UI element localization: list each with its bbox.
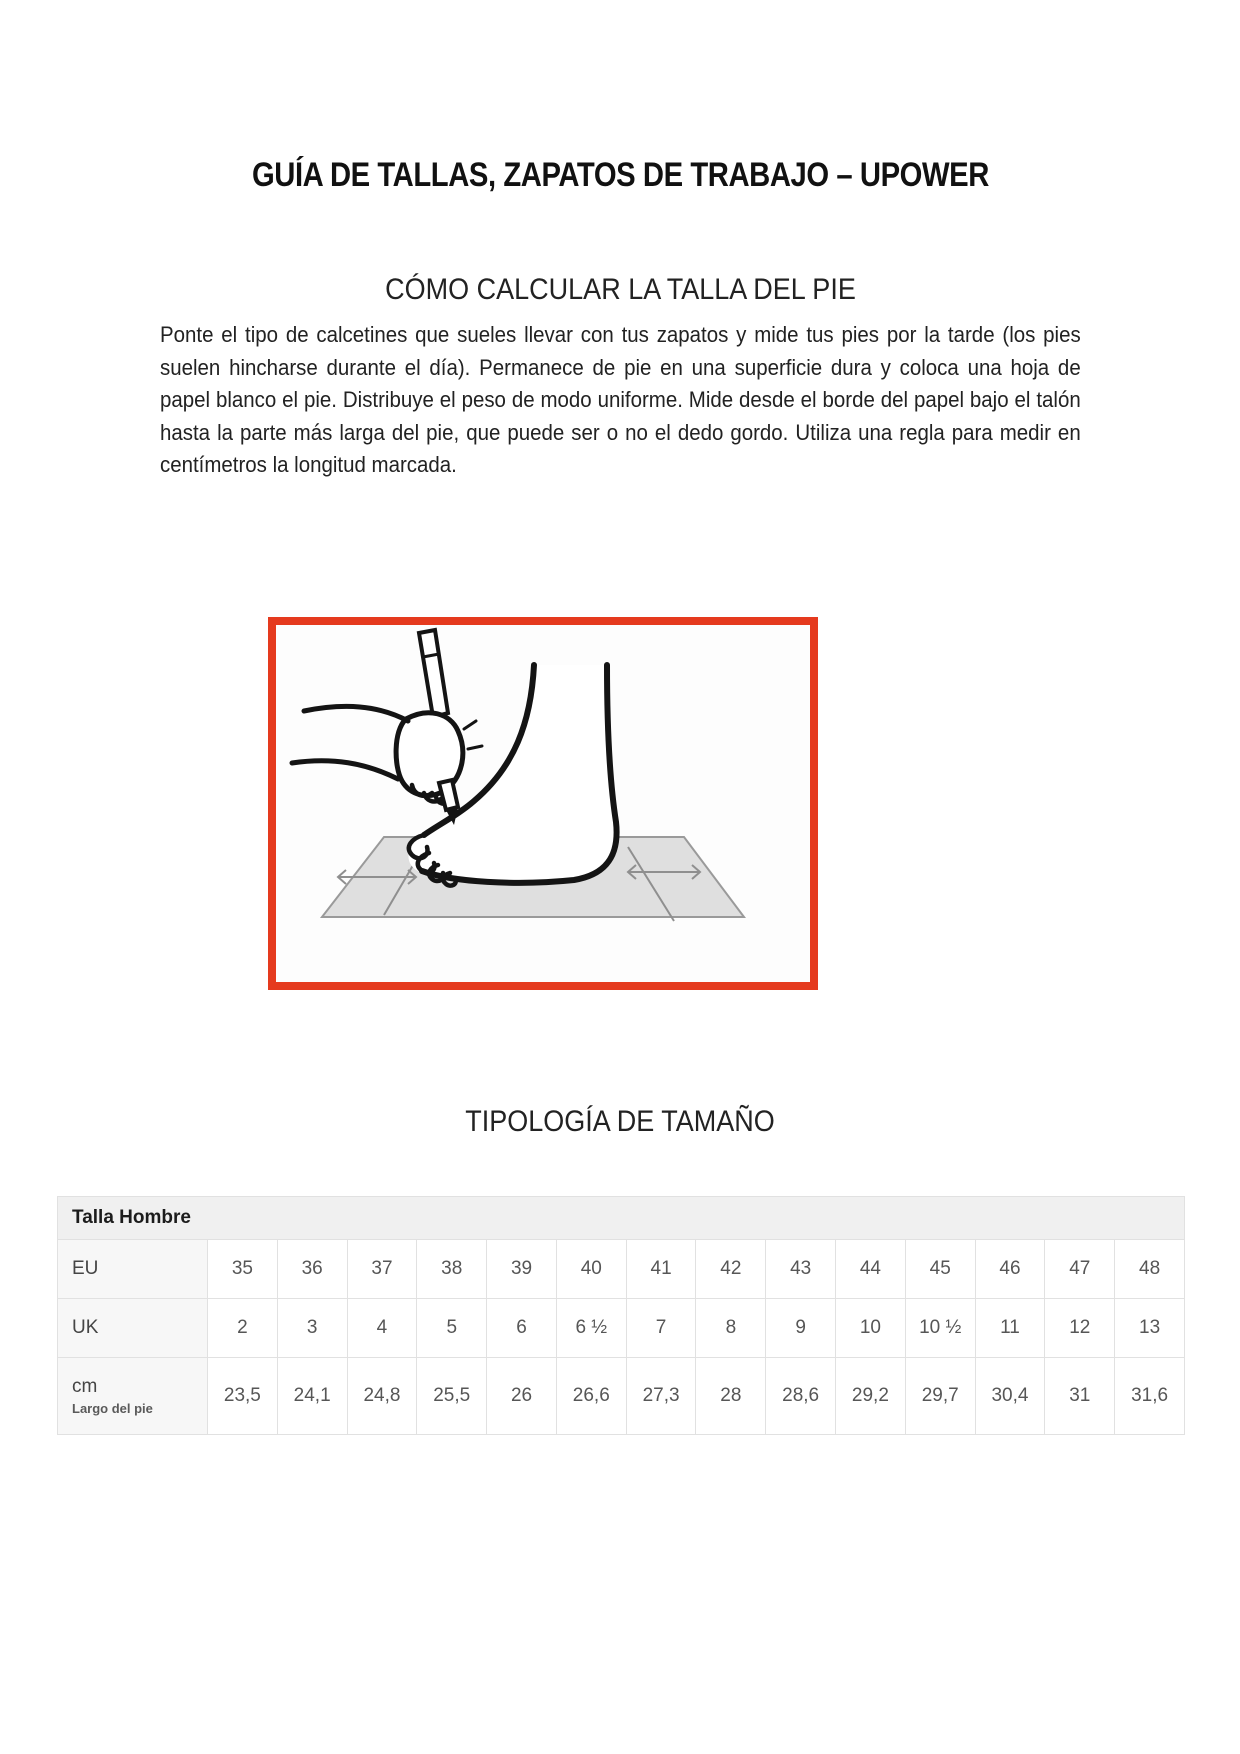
size-value-cell: 38 (417, 1240, 487, 1299)
size-value-cell: 6 (487, 1299, 557, 1358)
size-value-cell: 29,7 (905, 1358, 975, 1435)
size-value-cell: 23,5 (208, 1358, 278, 1435)
size-value-cell: 5 (417, 1299, 487, 1358)
size-value-cell: 6 ½ (556, 1299, 626, 1358)
size-value-cell: 43 (766, 1240, 836, 1299)
size-value-cell: 25,5 (417, 1358, 487, 1435)
size-value-cell: 26 (487, 1358, 557, 1435)
size-value-cell: 44 (836, 1240, 906, 1299)
size-value-cell: 24,1 (277, 1358, 347, 1435)
size-value-cell: 46 (975, 1240, 1045, 1299)
size-value-cell: 24,8 (347, 1358, 417, 1435)
size-value-cell: 10 (836, 1299, 906, 1358)
size-value-cell: 8 (696, 1299, 766, 1358)
size-value-cell: 29,2 (836, 1358, 906, 1435)
size-value-cell: 41 (626, 1240, 696, 1299)
size-table (57, 1196, 1185, 1435)
foot-measurement-figure (268, 617, 818, 990)
size-value-cell: 10 ½ (905, 1299, 975, 1358)
row-label-text: UK (72, 1317, 99, 1338)
size-value-cell: 28 (696, 1358, 766, 1435)
size-value-cell: 39 (487, 1240, 557, 1299)
size-value-cell: 37 (347, 1240, 417, 1299)
size-value-cell: 36 (277, 1240, 347, 1299)
size-value-cell: 30,4 (975, 1358, 1045, 1435)
size-value-cell: 26,6 (556, 1358, 626, 1435)
instructions-paragraph: Ponte el tipo de calcetines que sueles llevar con tus zapatos y mide tus pies por la tarde (los pies suelen hincharse durante el día). Permanece de pie en una superficie dura y coloca una hoja de papel blanco el pie. Distribuye el peso de modo uniforme. Mide desde el borde del papel bajo el talón hasta la parte más larga del pie, que puede ser o no el dedo gordo. Utiliza una regla para medir en centímetros la longitud marcada. (160, 322, 1081, 477)
size-value-cell: 11 (975, 1299, 1045, 1358)
size-value-cell: 31 (1045, 1358, 1115, 1435)
size-value-cell: 42 (696, 1240, 766, 1299)
page-title: GUÍA DE TALLAS, ZAPATOS DE TRABAJO – UPOWER (251, 155, 989, 194)
size-value-cell: 9 (766, 1299, 836, 1358)
size-table-body (58, 1197, 1185, 1435)
table-row (58, 1299, 1185, 1358)
size-value-cell: 27,3 (626, 1358, 696, 1435)
size-value-cell: 48 (1115, 1240, 1185, 1299)
size-value-cell: 12 (1045, 1299, 1115, 1358)
row-label-eu (58, 1240, 208, 1299)
row-label-text: EU (72, 1258, 99, 1279)
size-value-cell: 40 (556, 1240, 626, 1299)
size-value-cell: 28,6 (766, 1358, 836, 1435)
row-sublabel-text: Largo del pie (72, 1401, 153, 1416)
size-value-cell: 4 (347, 1299, 417, 1358)
size-value-cell: 35 (208, 1240, 278, 1299)
size-value-cell: 2 (208, 1299, 278, 1358)
table-header-row (58, 1197, 1185, 1240)
size-value-cell: 31,6 (1115, 1358, 1185, 1435)
foot-measurement-illustration (276, 625, 810, 982)
size-table-container (57, 1196, 1185, 1435)
row-label-cm (58, 1358, 208, 1435)
table-row (58, 1358, 1185, 1435)
section-heading-tipologia: TIPOLOGÍA DE TAMAÑO (465, 1104, 775, 1138)
table-row (58, 1240, 1185, 1299)
size-value-cell: 45 (905, 1240, 975, 1299)
size-value-cell: 3 (277, 1299, 347, 1358)
row-label-text: cm (72, 1376, 98, 1397)
size-value-cell: 47 (1045, 1240, 1115, 1299)
row-label-uk (58, 1299, 208, 1358)
size-value-cell: 13 (1115, 1299, 1185, 1358)
table-title: Talla Hombre (58, 1197, 1185, 1240)
section-heading-como-calcular: CÓMO CALCULAR LA TALLA DEL PIE (384, 272, 856, 306)
size-value-cell: 7 (626, 1299, 696, 1358)
